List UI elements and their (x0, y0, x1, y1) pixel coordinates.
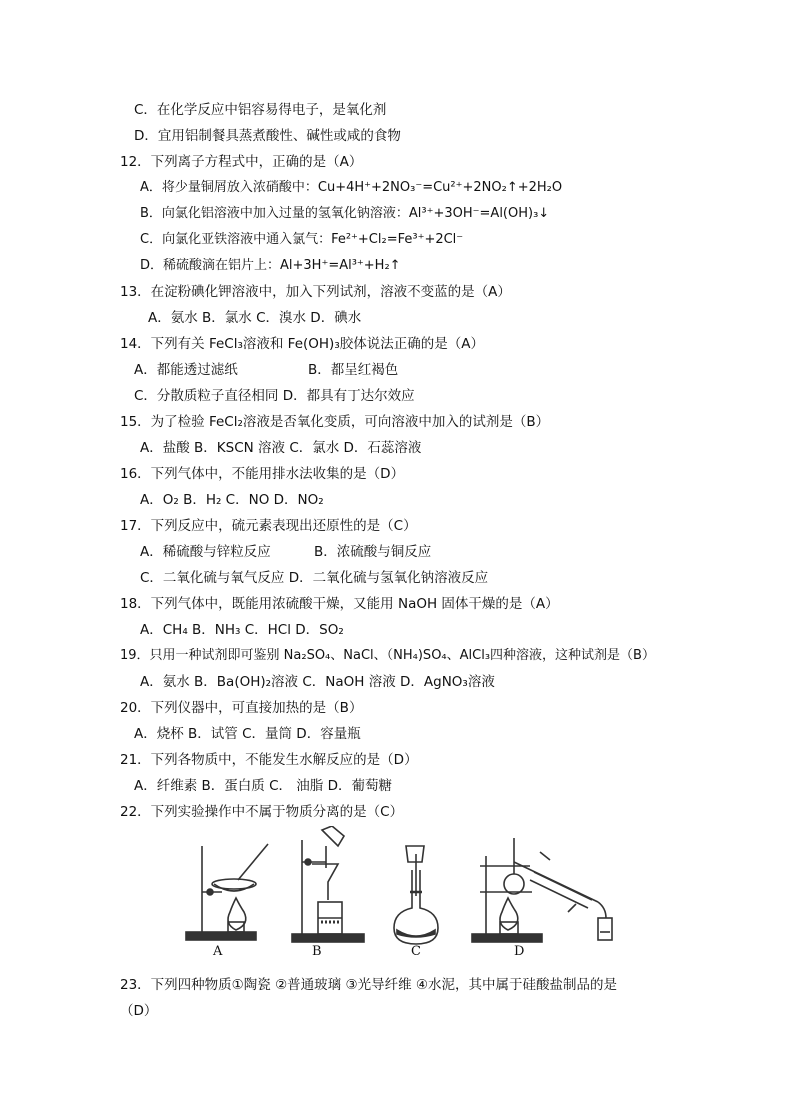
question-15: 15．为了检验 FeCl₂溶液是否氧化变质，可向溶液中加入的试剂是（B） (120, 414, 550, 430)
question-20: 20．下列仪器中，可直接加热的是（B） (120, 700, 363, 716)
apparatus-c (394, 846, 438, 944)
question-14: 14．下列有关 FeCl₃溶液和 Fe(OH)₃胶体说法正确的是（A） (120, 336, 484, 352)
option-line: A．都能透过滤纸 (134, 362, 238, 378)
option-line: B．浓硫酸与铜反应 (314, 544, 432, 560)
question-19: 19．只用一种试剂即可鉴别 Na₂SO₄、NaCl、（NH₄)SO₄、AlCl₃四种溶液，这种试剂是（B） (120, 648, 655, 663)
apparatus-d (472, 838, 612, 942)
option-line: D．宜用铝制餐具蒸煮酸性、碱性或咸的食物 (134, 128, 401, 144)
question-16: 16．下列气体中，不能用排水法收集的是（D） (120, 466, 405, 482)
option-line: B．向氯化铝溶液中加入过量的氢氧化钠溶液：Al³⁺+3OH⁻=Al(OH)₃↓ (140, 206, 550, 221)
apparatus-figure (180, 826, 630, 966)
option-line: A．稀硫酸与锌粒反应 (140, 544, 271, 560)
option-line: A．盐酸 B．KSCN 溶液 C．氯水 D．石蕊溶液 (140, 440, 422, 456)
option-line: A．CH₄ B．NH₃ C．HCl D．SO₂ (140, 622, 344, 638)
option-line: A．O₂ B．H₂ C．NO D．NO₂ (140, 492, 324, 508)
option-line: A．烧杯 B．试管 C．量筒 D．容量瓶 (134, 726, 361, 742)
figure-label-b: B (312, 944, 322, 959)
apparatus-b (292, 826, 364, 942)
figure-label-c: C (411, 944, 421, 959)
question-13: 13．在淀粉碘化钾溶液中，加入下列试剂，溶液不变蓝的是（A） (120, 284, 511, 300)
option-line: C．二氧化硫与氧气反应 D．二氧化硫与氢氧化钠溶液反应 (140, 570, 489, 586)
option-line: C．向氯化亚铁溶液中通入氯气：Fe²⁺+Cl₂=Fe³⁺+2Cl⁻ (140, 232, 464, 247)
question-23: 23．下列四种物质①陶瓷 ②普通玻璃 ③光导纤维 ④水泥，其中属于硅酸盐制品的是 (120, 977, 617, 993)
question-23-answer: （D） (120, 1003, 158, 1019)
option-line: B．都呈红褐色 (308, 362, 399, 378)
figure-label-d: D (514, 944, 525, 959)
option-line: C．分散质粒子直径相同 D．都具有丁达尔效应 (134, 388, 415, 404)
option-line: A．纤维素 B．蛋白质 C． 油脂 D．葡萄糖 (134, 778, 392, 794)
option-line: A．将少量铜屑放入浓硝酸中：Cu+4H⁺+2NO₃⁻=Cu²⁺+2NO₂↑+2H₂O (140, 180, 563, 195)
question-17: 17．下列反应中，硫元素表现出还原性的是（C） (120, 518, 417, 534)
question-21: 21．下列各物质中，不能发生水解反应的是（D） (120, 752, 418, 768)
option-line: A．氨水 B．Ba(OH)₂溶液 C．NaOH 溶液 D．AgNO₃溶液 (140, 674, 495, 690)
option-line: A．氨水 B．氯水 C．溴水 D．碘水 (148, 310, 362, 326)
option-line: D．稀硫酸滴在铝片上：Al+3H⁺=Al³⁺+H₂↑ (140, 258, 401, 273)
question-22: 22．下列实验操作中不属于物质分离的是（C） (120, 804, 404, 820)
figure-label-a: A (213, 944, 223, 959)
question-12: 12．下列离子方程式中，正确的是（A） (120, 154, 363, 170)
option-line: C．在化学反应中铝容易得电子，是氧化剂 (134, 102, 387, 118)
apparatus-a (186, 844, 268, 940)
question-18: 18．下列气体中，既能用浓硫酸干燥，又能用 NaOH 固体干燥的是（A） (120, 596, 559, 612)
